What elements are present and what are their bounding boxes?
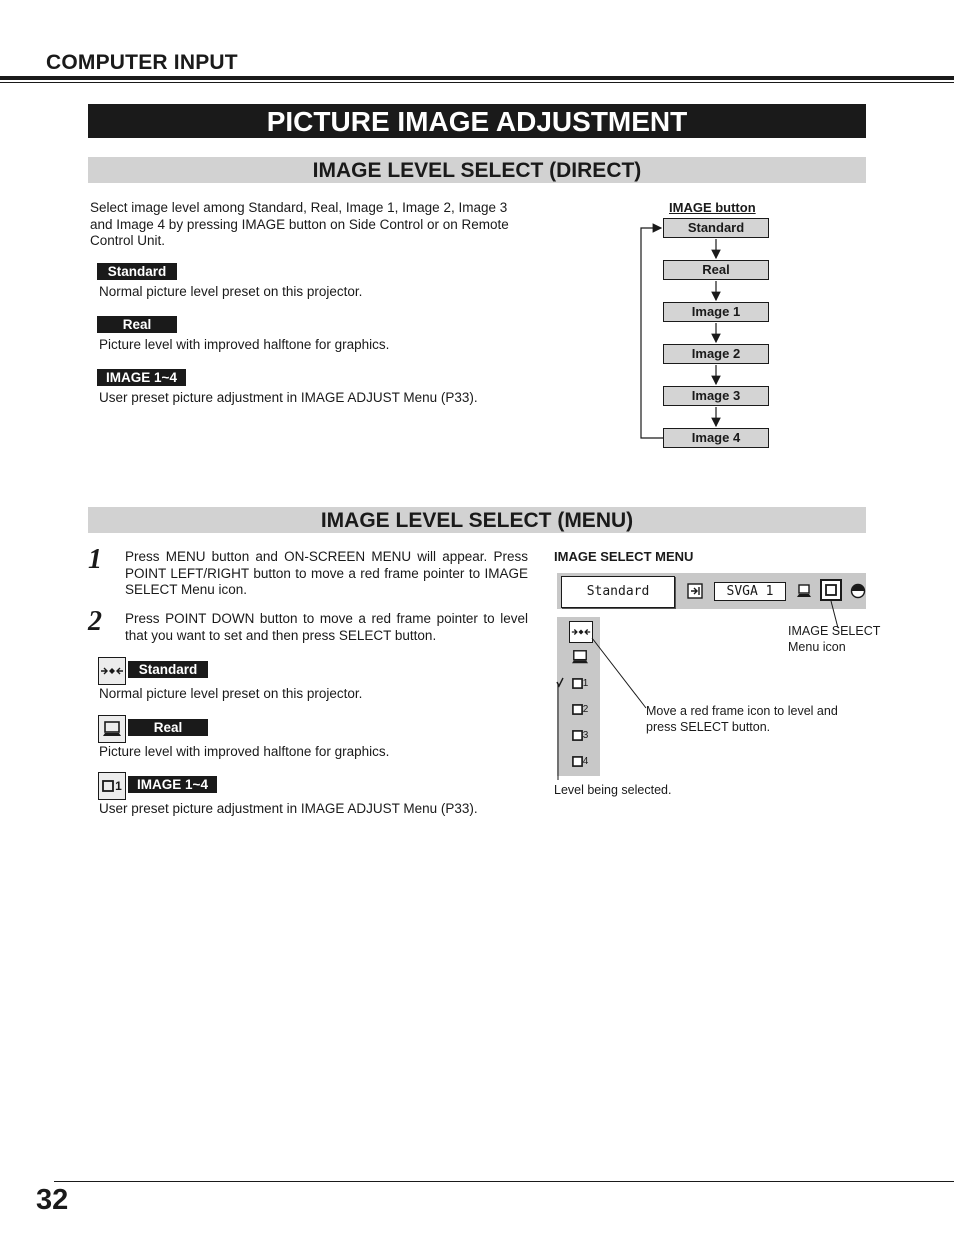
step-number-2: 2	[88, 606, 102, 637]
flow-step-real: Real	[663, 260, 769, 280]
osd-image-2-digit: 2	[582, 703, 589, 715]
osd-image-3-digit: 3	[582, 729, 589, 741]
menu-tag-standard: Standard	[128, 661, 208, 678]
direct-tag-standard: Standard	[97, 263, 177, 280]
direct-tag-real: Real	[97, 316, 177, 333]
image-select-menu-icon[interactable]	[820, 579, 842, 601]
header-rule-thin	[0, 82, 954, 83]
flow-title: IMAGE button	[669, 200, 756, 215]
step-text-2: Press POINT DOWN button to move a red frame pointer to level that you want to set and then press SELECT button.	[125, 611, 528, 643]
image-1-icon	[98, 772, 126, 800]
flow-step-standard: Standard	[663, 218, 769, 238]
direct-desc-real: Picture level with improved halftone for graphics.	[99, 337, 390, 352]
direct-tag-image: IMAGE 1~4	[97, 369, 186, 386]
flow-return-arrow	[641, 228, 663, 438]
menu-tag-real: Real	[128, 719, 208, 736]
image-1-icon-digit: 1	[115, 779, 122, 793]
menu-desc-image: User preset picture adjustment in IMAGE ADJUST Menu (P33).	[99, 801, 478, 816]
direct-desc-image: User preset picture adjustment in IMAGE ADJUST Menu (P33).	[99, 390, 478, 405]
osd-current-level[interactable]: Standard	[561, 576, 675, 608]
pc-adjust-icon[interactable]	[795, 582, 813, 600]
annotation-move-frame: Move a red frame icon to level and press SELECT button.	[646, 704, 838, 734]
input-select-icon[interactable]	[686, 582, 704, 600]
real-image-icon	[98, 715, 126, 743]
osd-label: IMAGE SELECT MENU	[554, 549, 694, 564]
menu-heading: IMAGE LEVEL SELECT (MENU)	[88, 507, 866, 533]
direct-desc-standard: Normal picture level preset on this projector.	[99, 284, 363, 299]
annotation-menu-icon: IMAGE SELECT Menu icon	[788, 624, 881, 654]
page-title: PICTURE IMAGE ADJUSTMENT	[88, 104, 866, 138]
flow-step-image-4: Image 4	[663, 428, 769, 448]
flow-arrows	[630, 215, 780, 455]
header-rule	[0, 76, 954, 80]
menu-desc-real: Picture level with improved halftone for graphics.	[99, 744, 390, 759]
direct-intro: Select image level among Standard, Real, Image 1, Image 2, Image 3 and Image 4 by pressing IMAGE button on Side Control or on Remote Control Unit.	[90, 200, 509, 248]
osd-image-4-digit: 4	[582, 755, 589, 767]
annotation-level-selected: Level being selected.	[554, 783, 672, 797]
check-mark-icon	[557, 678, 563, 686]
page-number: 32	[36, 1184, 69, 1216]
osd-source[interactable]: SVGA 1	[714, 582, 786, 601]
standard-image-icon	[98, 657, 126, 685]
flow-step-image-3: Image 3	[663, 386, 769, 406]
image-adjust-icon[interactable]	[849, 582, 867, 600]
menu-tag-image: IMAGE 1~4	[128, 776, 217, 793]
flow-step-image-2: Image 2	[663, 344, 769, 364]
menu-desc-standard: Normal picture level preset on this projector.	[99, 686, 363, 701]
flow-step-image-1: Image 1	[663, 302, 769, 322]
osd-image-1-digit: 1	[582, 677, 589, 689]
section-label: COMPUTER INPUT	[46, 51, 238, 74]
step-text-1: Press MENU button and ON-SCREEN MENU will appear. Press POINT LEFT/RIGHT button to move a red frame pointer to IMAGE SELECT Menu icon.	[125, 549, 528, 597]
step-number-1: 1	[88, 544, 102, 575]
leader-move-frame	[592, 638, 646, 708]
footer-rule	[54, 1181, 954, 1182]
direct-heading: IMAGE LEVEL SELECT (DIRECT)	[88, 157, 866, 183]
